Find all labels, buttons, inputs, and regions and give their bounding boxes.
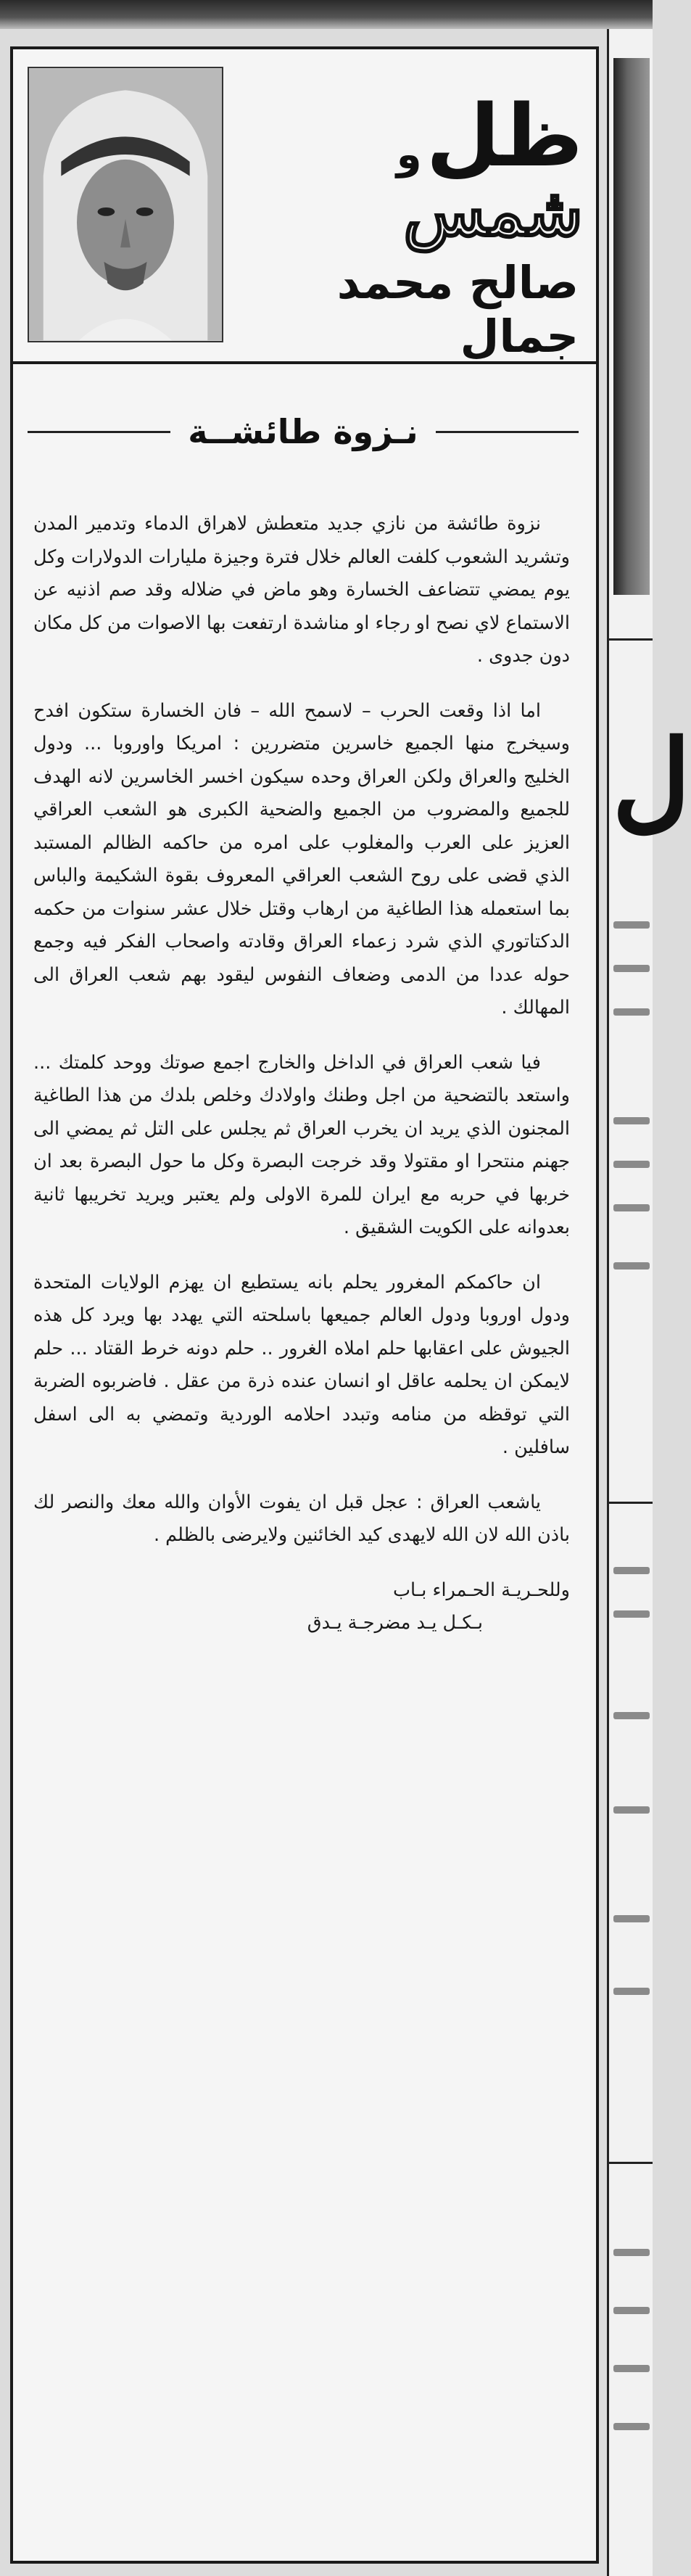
masthead-word-shade: ظل bbox=[426, 86, 583, 186]
closing-verse-line: وللحـريـة الحـمراء بـاب bbox=[393, 1579, 570, 1601]
adjacent-headline-fragment: ل bbox=[612, 716, 691, 844]
article-paragraph: فيا شعب العراق في الداخل والخارج اجمع صوتك ووحد كلمتك ... واستعد بالتضحية من اجل وطنك واولادك وخلص بلدك من هذا الطاغية المجنون الذي يريد ان يخرب العراق ثم يجلس على التل ثم يمضي الى جهنم منتحرا او مقتولا وقد خرجت البصرة وكل ما حول البصرة بعد ان خربها في حربه مع ايران للمرة الاولى ولم يعتبر ويريد تخريبها ثانية بعدوانه على الكويت الشقيق . bbox=[33, 1051, 570, 1238]
page-top-strip bbox=[0, 0, 653, 29]
adjacent-rule bbox=[609, 638, 653, 641]
adjacent-rule bbox=[609, 1502, 653, 1504]
column-masthead bbox=[242, 86, 583, 251]
masthead-word-sun: شمس bbox=[403, 173, 583, 251]
article-paragraph: ان حاكمكم المغرور يحلم بانه يستطيع ان يهزم الولايات المتحدة ودول اوروبا ودول العالم جميعها باسلحته التي يهدد بها ويرد كل هذه الجيوش على اعقابها حلم املاه الغرور .. حلم دونه خرط القتاد ... حلم لايمكن ان يحلمه عاقل او انسان عنده ذرة من عقل . فاضربوه الضربة التي توقظه من منامه وتبدد احلامه الوردية وتمضي به الى اسفل سافلين . bbox=[33, 1271, 570, 1458]
article-title-row bbox=[28, 399, 579, 464]
article-column bbox=[10, 46, 599, 2564]
title-rule-right bbox=[436, 431, 579, 433]
article-body bbox=[33, 508, 570, 1640]
column-header bbox=[13, 49, 596, 364]
article-title: نـزوة طائشــة bbox=[188, 412, 418, 451]
adjacent-photo bbox=[613, 58, 650, 595]
article-paragraph: اما اذا وقعت الحرب – لاسمح الله – فان الخسارة ستكون افدح وسيخرج منها الجميع خاسرين متضررين : امريكا واوروبا ... ودول الخليج والعراق ولكن العراق وحده سيكون اخسر الخاسرين لانه الهدف للجميع والمضروب من الجميع والضحية الكبرى هو الشعب العراقي العزيز على العرب والمغلوب على امره من حاكمه الظالم المستبد الذي قضى على روح الشعب العراقي المعروف بقوة الشكيمة والباس بما استعمله هذا الطاغية من ارهاب وقتل خلال عشر سنوات من حكمه الدكتاتوري الذي شرد زعماء العراق وقادته واصحاب الفكر فيه وجمع حوله عددا من الدمى وضعاف النفوس ليقود بهم شعب العراق الى المهالك . bbox=[33, 699, 570, 1019]
article-paragraph: نزوة طائشة من نازي جديد متعطش لاهراق الدماء وتدمير المدن وتشريد الشعوب كلفت العالم خلال فترة وجيزة مليارات الدولارات وكل يوم يمضي تتضاعف الخسارة وهو ماض في ضلاله وقد صم اذنيه عن الاستماع لاي نصح او رجاء او مناشدة ارتفعت بها الاصوات من كل مكان دون جدوى . bbox=[33, 513, 570, 667]
author-name: صالح محمد جمال bbox=[336, 256, 579, 363]
masthead-conjunction: و bbox=[396, 131, 422, 178]
adjacent-column-edge bbox=[607, 29, 691, 2576]
adjacent-rule bbox=[609, 2162, 653, 2164]
closing-verse-line: بـكـل يـد مضرجـة يـدق bbox=[307, 1612, 483, 1634]
author-portrait-photo bbox=[29, 68, 222, 341]
author-portrait bbox=[28, 67, 223, 342]
title-rule-left bbox=[28, 431, 170, 433]
article-paragraph: ياشعب العراق : عجل قبل ان يفوت الأوان والله معك والنصر لك باذن الله لان الله لايهدى كيد الخائنين ولايرضى بالظلم . bbox=[33, 1491, 570, 1546]
